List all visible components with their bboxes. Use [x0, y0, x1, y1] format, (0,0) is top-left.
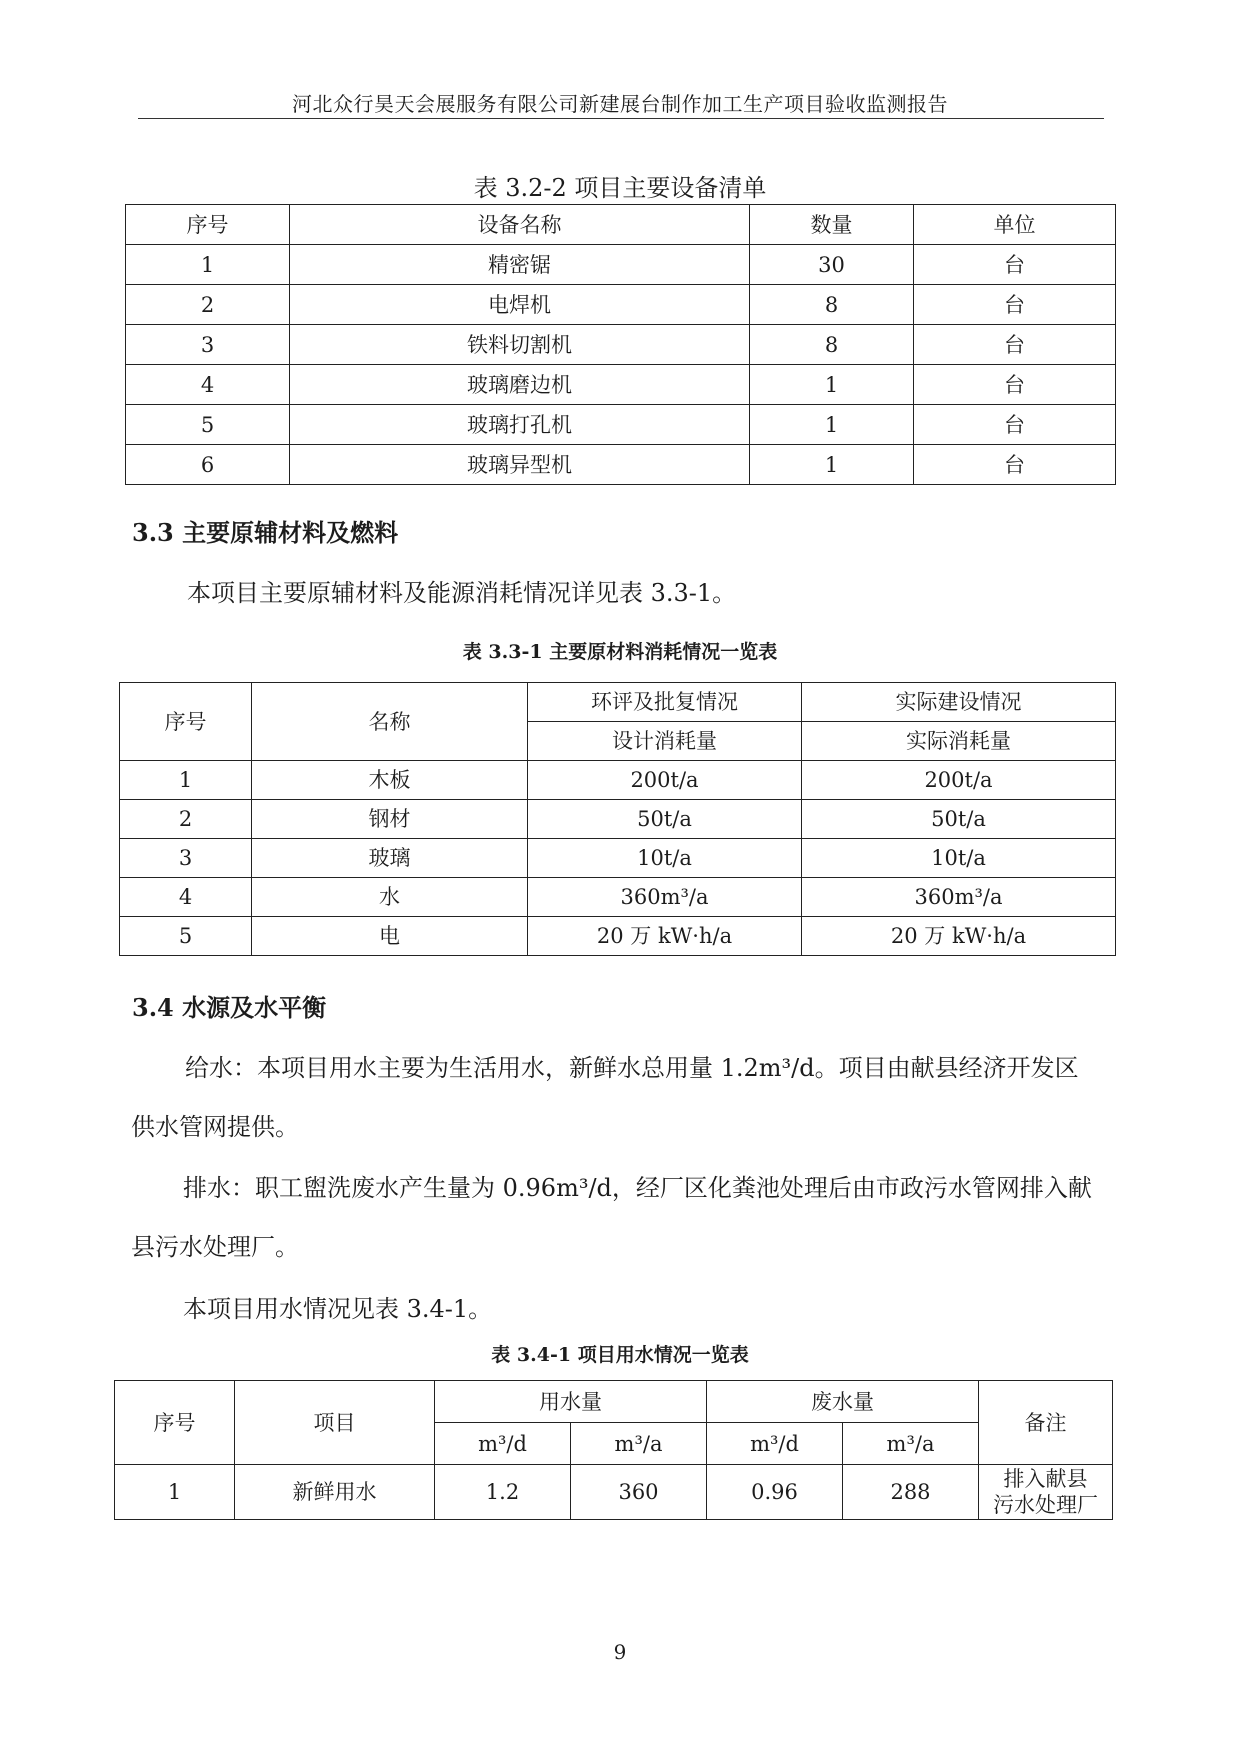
equipment-table	[125, 204, 1116, 485]
cell-design: 20 万 kW·h/a	[528, 917, 802, 956]
table-row	[126, 405, 1116, 445]
cell-remark	[979, 1465, 1113, 1520]
header-cell: 备注	[979, 1381, 1113, 1465]
cell-qty: 8	[750, 285, 914, 325]
cell-no: 2	[120, 800, 252, 839]
header-cell: 设计消耗量	[528, 722, 802, 761]
cell-actual: 360m³/a	[802, 878, 1116, 917]
header-divider	[138, 118, 1104, 119]
paragraph: 本项目主要原辅材料及能源消耗情况详见表 3.3-1。	[187, 579, 737, 607]
header-cell: 数量	[750, 205, 914, 245]
cell-actual: 50t/a	[802, 800, 1116, 839]
cell-qty: 1	[750, 365, 914, 405]
paragraph-line: 给水：本项目用水主要为生活用水，新鲜水总用量 1.2m³/d。项目由献县经济开发区	[185, 1054, 1079, 1082]
table-header-row	[126, 205, 1116, 245]
cell-no: 5	[126, 405, 290, 445]
cell-no: 1	[115, 1465, 235, 1520]
raw-material-table	[119, 682, 1116, 956]
water-use-table	[114, 1380, 1113, 1520]
table-row	[120, 878, 1116, 917]
cell-item: 新鲜用水	[235, 1465, 435, 1520]
cell-name: 水	[252, 878, 528, 917]
cell-waste-d: 0.96	[707, 1465, 843, 1520]
cell-no: 4	[120, 878, 252, 917]
cell-design: 50t/a	[528, 800, 802, 839]
cell-use-a: 360	[571, 1465, 707, 1520]
table-header-row	[115, 1381, 1113, 1423]
cell-no: 1	[126, 245, 290, 285]
section-heading-3-4: 3.4 水源及水平衡	[132, 993, 327, 1022]
remark-line: 排入献县	[1003, 1467, 1088, 1491]
header-cell: 名称	[252, 683, 528, 761]
paragraph-line: 县污水处理厂。	[131, 1233, 299, 1261]
table3-caption: 表 3.4-1 项目用水情况一览表	[491, 1344, 749, 1366]
page-number: 9	[613, 1640, 627, 1664]
header-cell: 序号	[120, 683, 252, 761]
unit-cell: m³/a	[843, 1423, 979, 1465]
table-row	[120, 800, 1116, 839]
table-row	[126, 325, 1116, 365]
unit-cell: m³/d	[435, 1423, 571, 1465]
table-row	[120, 761, 1116, 800]
table-row	[120, 839, 1116, 878]
cell-actual: 200t/a	[802, 761, 1116, 800]
cell-unit: 台	[914, 445, 1116, 485]
cell-design: 200t/a	[528, 761, 802, 800]
cell-waste-a: 288	[843, 1465, 979, 1520]
cell-unit: 台	[914, 245, 1116, 285]
cell-name: 铁料切割机	[290, 325, 750, 365]
header-cell: 实际建设情况	[802, 683, 1116, 722]
paragraph: 本项目用水情况见表 3.4-1。	[183, 1295, 493, 1323]
cell-actual: 10t/a	[802, 839, 1116, 878]
cell-no: 1	[120, 761, 252, 800]
cell-name: 玻璃异型机	[290, 445, 750, 485]
cell-no: 3	[126, 325, 290, 365]
header-cell: 序号	[126, 205, 290, 245]
cell-name: 玻璃打孔机	[290, 405, 750, 445]
header-cell: 环评及批复情况	[528, 683, 802, 722]
table-row	[115, 1465, 1113, 1520]
cell-unit: 台	[914, 365, 1116, 405]
table-row	[120, 917, 1116, 956]
cell-unit: 台	[914, 325, 1116, 365]
cell-qty: 30	[750, 245, 914, 285]
unit-cell: m³/a	[571, 1423, 707, 1465]
table-row	[126, 365, 1116, 405]
remark-line: 污水处理厂	[993, 1493, 1098, 1517]
cell-no: 5	[120, 917, 252, 956]
cell-design: 10t/a	[528, 839, 802, 878]
cell-name: 钢材	[252, 800, 528, 839]
header-cell: 序号	[115, 1381, 235, 1465]
cell-name: 木板	[252, 761, 528, 800]
cell-no: 2	[126, 285, 290, 325]
paragraph-line: 供水管网提供。	[131, 1113, 299, 1141]
cell-no: 6	[126, 445, 290, 485]
header-cell: 用水量	[435, 1381, 707, 1423]
unit-cell: m³/d	[707, 1423, 843, 1465]
section-heading-3-3: 3.3 主要原辅材料及燃料	[132, 518, 399, 547]
cell-name: 电焊机	[290, 285, 750, 325]
header-cell: 废水量	[707, 1381, 979, 1423]
cell-qty: 1	[750, 405, 914, 445]
page-header: 河北众行昊天会展服务有限公司新建展台制作加工生产项目验收监测报告	[292, 92, 948, 116]
cell-no: 3	[120, 839, 252, 878]
cell-no: 4	[126, 365, 290, 405]
cell-qty: 1	[750, 445, 914, 485]
cell-use-d: 1.2	[435, 1465, 571, 1520]
cell-name: 精密锯	[290, 245, 750, 285]
header-cell: 单位	[914, 205, 1116, 245]
header-cell: 实际消耗量	[802, 722, 1116, 761]
table-row	[126, 285, 1116, 325]
cell-design: 360m³/a	[528, 878, 802, 917]
table-row	[126, 245, 1116, 285]
table-header-row	[120, 683, 1116, 722]
header-cell: 项目	[235, 1381, 435, 1465]
header-cell: 设备名称	[290, 205, 750, 245]
cell-name: 玻璃	[252, 839, 528, 878]
paragraph-line: 排水：职工盥洗废水产生量为 0.96m³/d，经厂区化粪池处理后由市政污水管网排入献	[183, 1174, 1092, 1202]
table1-caption: 表 3.2-2 项目主要设备清单	[473, 174, 767, 202]
table2-caption: 表 3.3-1 主要原材料消耗情况一览表	[462, 641, 778, 663]
cell-qty: 8	[750, 325, 914, 365]
cell-name: 电	[252, 917, 528, 956]
cell-actual: 20 万 kW·h/a	[802, 917, 1116, 956]
cell-unit: 台	[914, 405, 1116, 445]
cell-name: 玻璃磨边机	[290, 365, 750, 405]
table-row	[126, 445, 1116, 485]
cell-unit: 台	[914, 285, 1116, 325]
